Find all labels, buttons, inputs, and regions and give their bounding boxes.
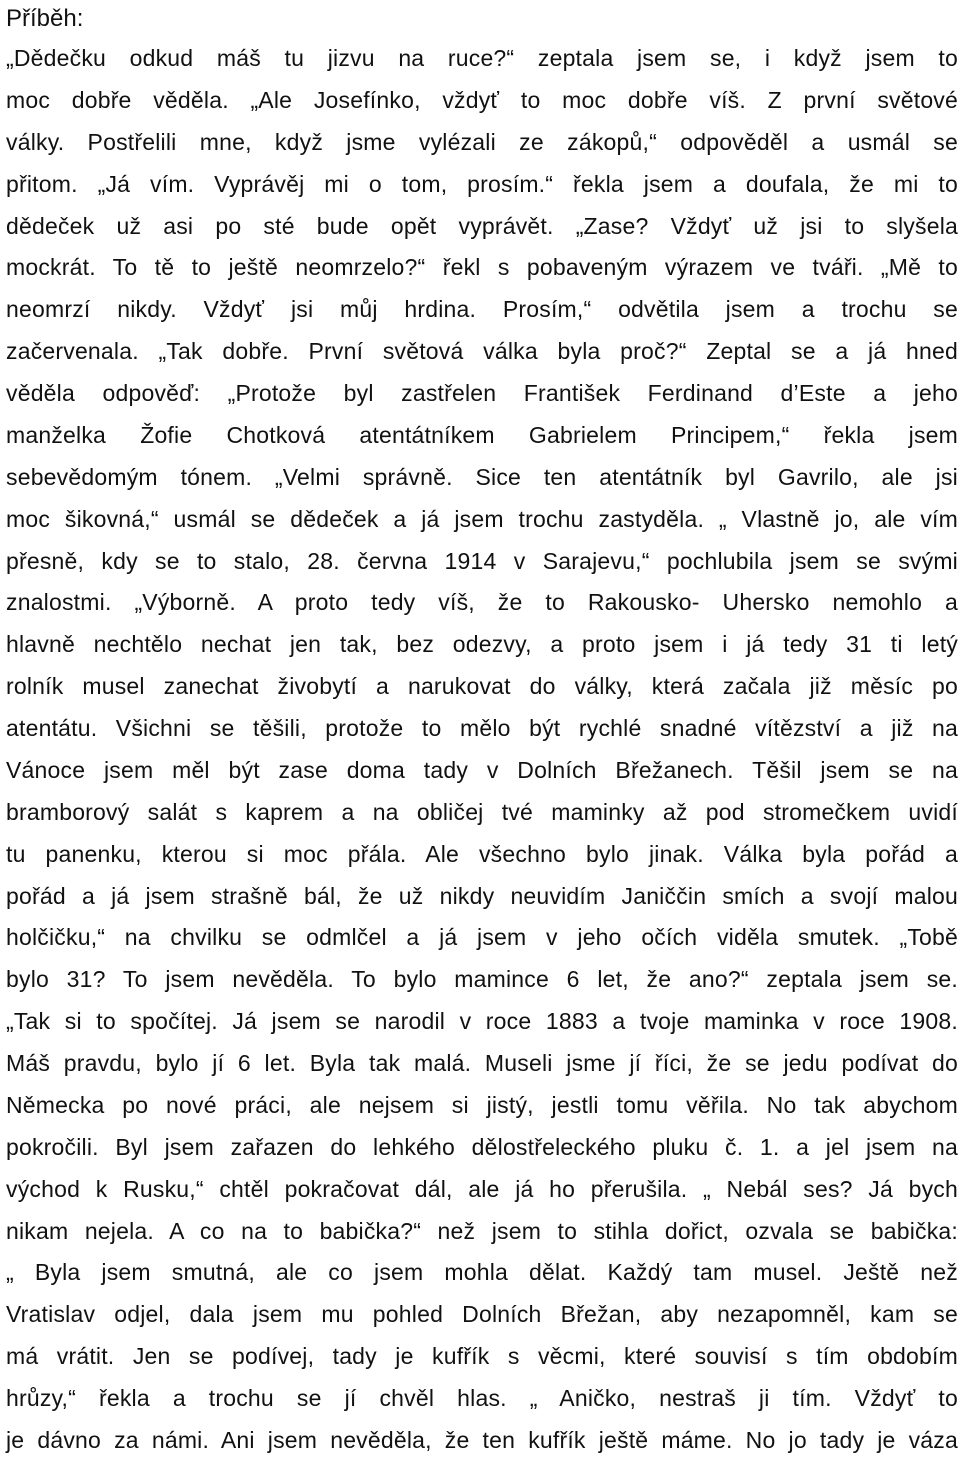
text-line: neomrzí nikdy. Vždyť jsi můj hrdina. Prosím,“ odvětila jsem a trochu se xyxy=(6,296,958,322)
text-line: znalostmi. „Výborně. A proto tedy víš, že to Rakousko- Uhersko nemohlo a xyxy=(6,589,958,615)
text-line: Vánoce jsem měl být zase doma tady v Dolních Břežanech. Těšil jsem se na xyxy=(6,757,958,783)
text-line: má vrátit. Jen se podívej, tady je kufřík s věcmi, které souvisí s tím obdobím xyxy=(6,1343,958,1369)
text-line: Máš pravdu, bylo jí 6 let. Byla tak malá. Museli jsme jí říci, že se jedu podívat do xyxy=(6,1050,958,1076)
text-line: hlavně nechtělo nechat jen tak, bez odezvy, a proto jsem i já tedy 31 ti letý xyxy=(6,631,958,657)
text-line: manželka Žofie Chotková atentátníkem Gabrielem Principem,“ řekla jsem xyxy=(6,422,958,448)
text-line: moc šikovná,“ usmál se dědeček a já jsem trochu zastyděla. „ Vlastně jo, ale vím xyxy=(6,506,958,532)
text-line: hrůzy,“ řekla a trochu se jí chvěl hlas. „ Aničko, nestraš ji tím. Vždyť to xyxy=(6,1385,958,1411)
text-line: „Tak si to spočítej. Já jsem se narodil v roce 1883 a tvoje maminka v roce 1908. xyxy=(6,1008,958,1034)
text-line: je dávno za námi. Ani jsem nevěděla, že ten kufřík ještě máme. No jo tady je váza xyxy=(6,1427,958,1453)
text-line: války. Postřelili mne, když jsme vylézali ze zákopů,“ odpověděl a usmál se xyxy=(6,129,958,155)
text-line: začervenala. „Tak dobře. První světová válka byla proč?“ Zeptal se a já hned xyxy=(6,338,958,364)
text-line: atentátu. Všichni se těšili, protože to mělo být rychlé snadné vítězství a již na xyxy=(6,715,958,741)
text-line: bylo 31? To jsem nevěděla. To bylo mamince 6 let, že ano?“ zeptala jsem se. xyxy=(6,966,958,992)
text-line: přesně, kdy se to stalo, 28. června 1914 v Sarajevu,“ pochlubila jsem se svými xyxy=(6,548,958,574)
story-heading: Příběh: xyxy=(6,5,84,32)
text-line: holčičku,“ na chvilku se odmlčel a já jsem v jeho očích viděla smutek. „Tobě xyxy=(6,924,958,950)
text-line: sebevědomým tónem. „Velmi správně. Sice ten atentátník byl Gavrilo, ale jsi xyxy=(6,464,958,490)
text-line: přitom. „Já vím. Vyprávěj mi o tom, prosím.“ řekla jsem a doufala, že mi to xyxy=(6,171,958,197)
text-line: „Dědečku odkud máš tu jizvu na ruce?“ zeptala jsem se, i když jsem to xyxy=(6,45,958,71)
text-line: pokročili. Byl jsem zařazen do lehkého dělostřeleckého pluku č. 1. a jel jsem na xyxy=(6,1134,958,1160)
text-line: východ k Rusku,“ chtěl pokračovat dál, ale já ho přerušila. „ Nebál ses? Já bych xyxy=(6,1176,958,1202)
text-line: „ Byla jsem smutná, ale co jsem mohla dělat. Každý tam musel. Ještě než xyxy=(6,1259,958,1285)
text-line: Vratislav odjel, dala jsem mu pohled Dolních Břežan, aby nezapomněl, kam se xyxy=(6,1301,958,1327)
text-line: nikam nejela. A co na to babička?“ než jsem to stihla dořict, ozvala se babička: xyxy=(6,1218,958,1244)
text-line: bramborový salát s kaprem a na obličej tvé maminky až pod stromečkem uvidí xyxy=(6,799,958,825)
text-line: dědeček už asi po sté bude opět vyprávět. „Zase? Vždyť už jsi to slyšela xyxy=(6,213,958,239)
text-line: rolník musel zanechat živobytí a narukovat do války, která začala již měsíc po xyxy=(6,673,958,699)
text-line: Německa po nové práci, ale nejsem si jistý, jestli tomu věřila. No tak abychom xyxy=(6,1092,958,1118)
text-line: mockrát. To tě to ještě neomrzelo?“ řekl s pobaveným výrazem ve tváři. „Mě to xyxy=(6,254,958,280)
text-line: věděla odpověď: „Protože byl zastřelen František Ferdinand d’Este a jeho xyxy=(6,380,958,406)
text-line: moc dobře věděla. „Ale Josefínko, vždyť to moc dobře víš. Z první světové xyxy=(6,87,958,113)
text-line: tu panenku, kterou si moc přála. Ale všechno bylo jinak. Válka byla pořád a xyxy=(6,841,958,867)
text-line: pořád a já jsem strašně bál, že už nikdy neuvidím Janiččin smích a svojí malou xyxy=(6,883,958,909)
